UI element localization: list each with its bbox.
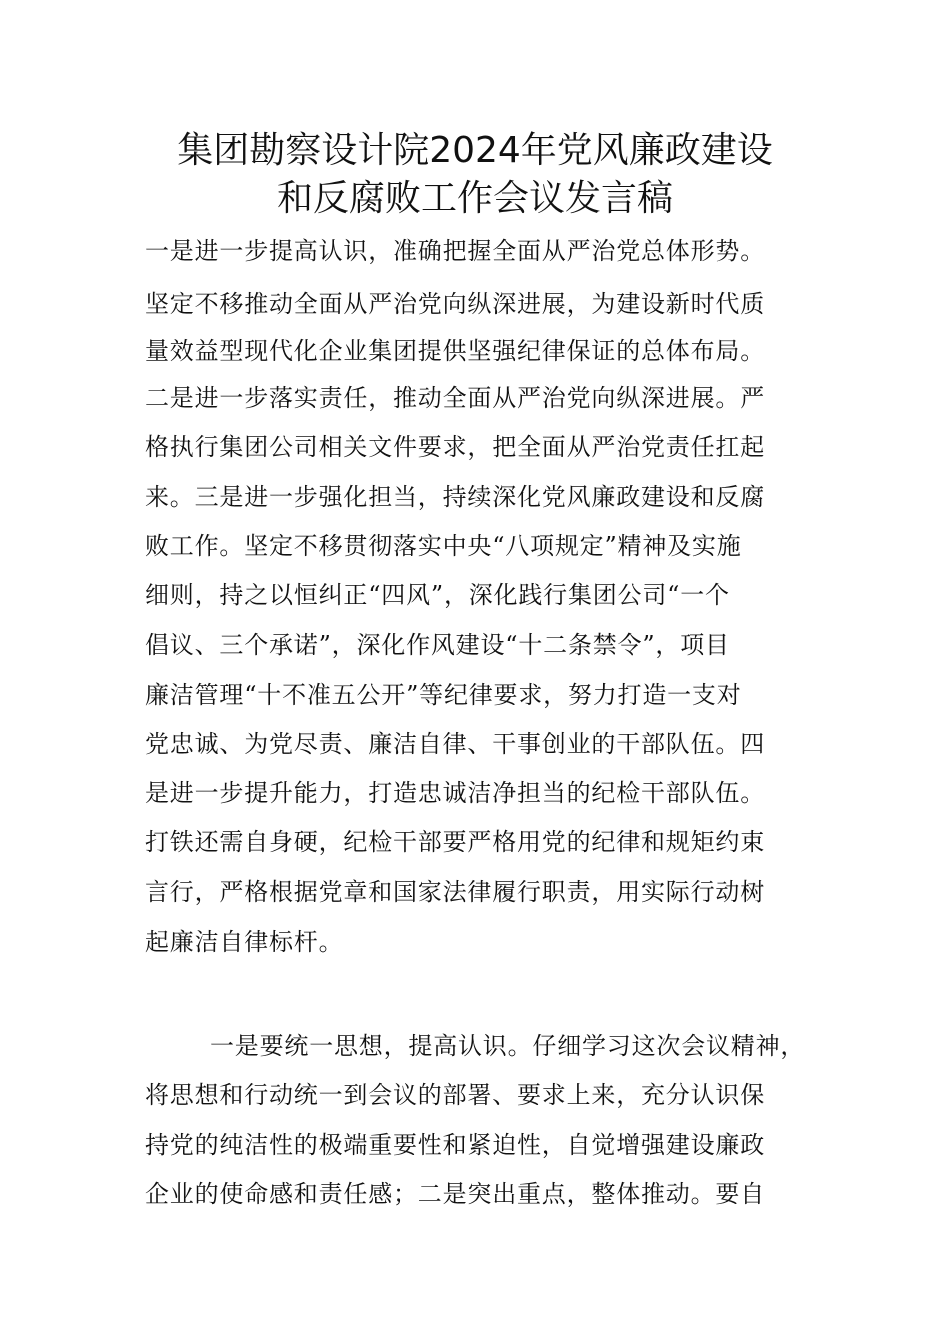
- paragraph-1-line: 坚定不移推动全面从严治党向纵深进展，为建设新时代质: [145, 290, 765, 318]
- paragraph-1-line: 是进一步提升能力，打造忠诚洁净担当的纪检干部队伍。: [145, 779, 765, 807]
- paragraph-1-line: 格执行集团公司相关文件要求，把全面从严治党责任扛起: [145, 433, 765, 461]
- paragraph-1-line: 起廉洁自律标杆。: [145, 928, 344, 956]
- paragraph-2-line: 企业的使命感和责任感；二是突出重点，整体推动。要自: [145, 1180, 765, 1208]
- paragraph-1-line: 败工作。坚定不移贯彻落实中央“八项规定”精神及实施: [145, 532, 742, 560]
- paragraph-1-line: 量效益型现代化企业集团提供坚强纪律保证的总体布局。: [145, 337, 765, 365]
- paragraph-1-line: 倡议、三个承诺”，深化作风建设“十二条禁令”，项目: [145, 631, 730, 659]
- paragraph-1-line: 廉洁管理“十不准五公开”等纪律要求，努力打造一支对: [145, 681, 742, 709]
- paragraph-2-line: 一是要统一思想，提高认识。仔细学习这次会议精神，: [210, 1032, 806, 1060]
- paragraph-1-line: 打铁还需自身硬，纪检干部要严格用党的纪律和规矩约束: [145, 828, 765, 856]
- paragraph-1-line: 细则，持之以恒纠正“四风”，深化践行集团公司“一个: [145, 581, 730, 609]
- document-title-line-2: 和反腐败工作会议发言稿: [276, 178, 673, 219]
- document-title-line-1: 集团勘察设计院2024年党风廉政建设: [177, 130, 773, 171]
- paragraph-1-line: 言行，严格根据党章和国家法律履行职责，用实际行动树: [145, 878, 765, 906]
- paragraph-1-line: 二是进一步落实责任，推动全面从严治党向纵深进展。严: [145, 384, 765, 412]
- paragraph-1-line: 党忠诚、为党尽责、廉洁自律、干事创业的干部队伍。四: [145, 730, 765, 758]
- paragraph-2-line: 将思想和行动统一到会议的部署、要求上来，充分认识保: [145, 1081, 765, 1109]
- paragraph-1-line: 来。三是进一步强化担当，持续深化党风廉政建设和反腐: [145, 483, 765, 511]
- paragraph-2-line: 持党的纯洁性的极端重要性和紧迫性，自觉增强建设廉政: [145, 1131, 765, 1159]
- paragraph-1-line: 一是进一步提高认识，准确把握全面从严治党总体形势。: [145, 237, 765, 265]
